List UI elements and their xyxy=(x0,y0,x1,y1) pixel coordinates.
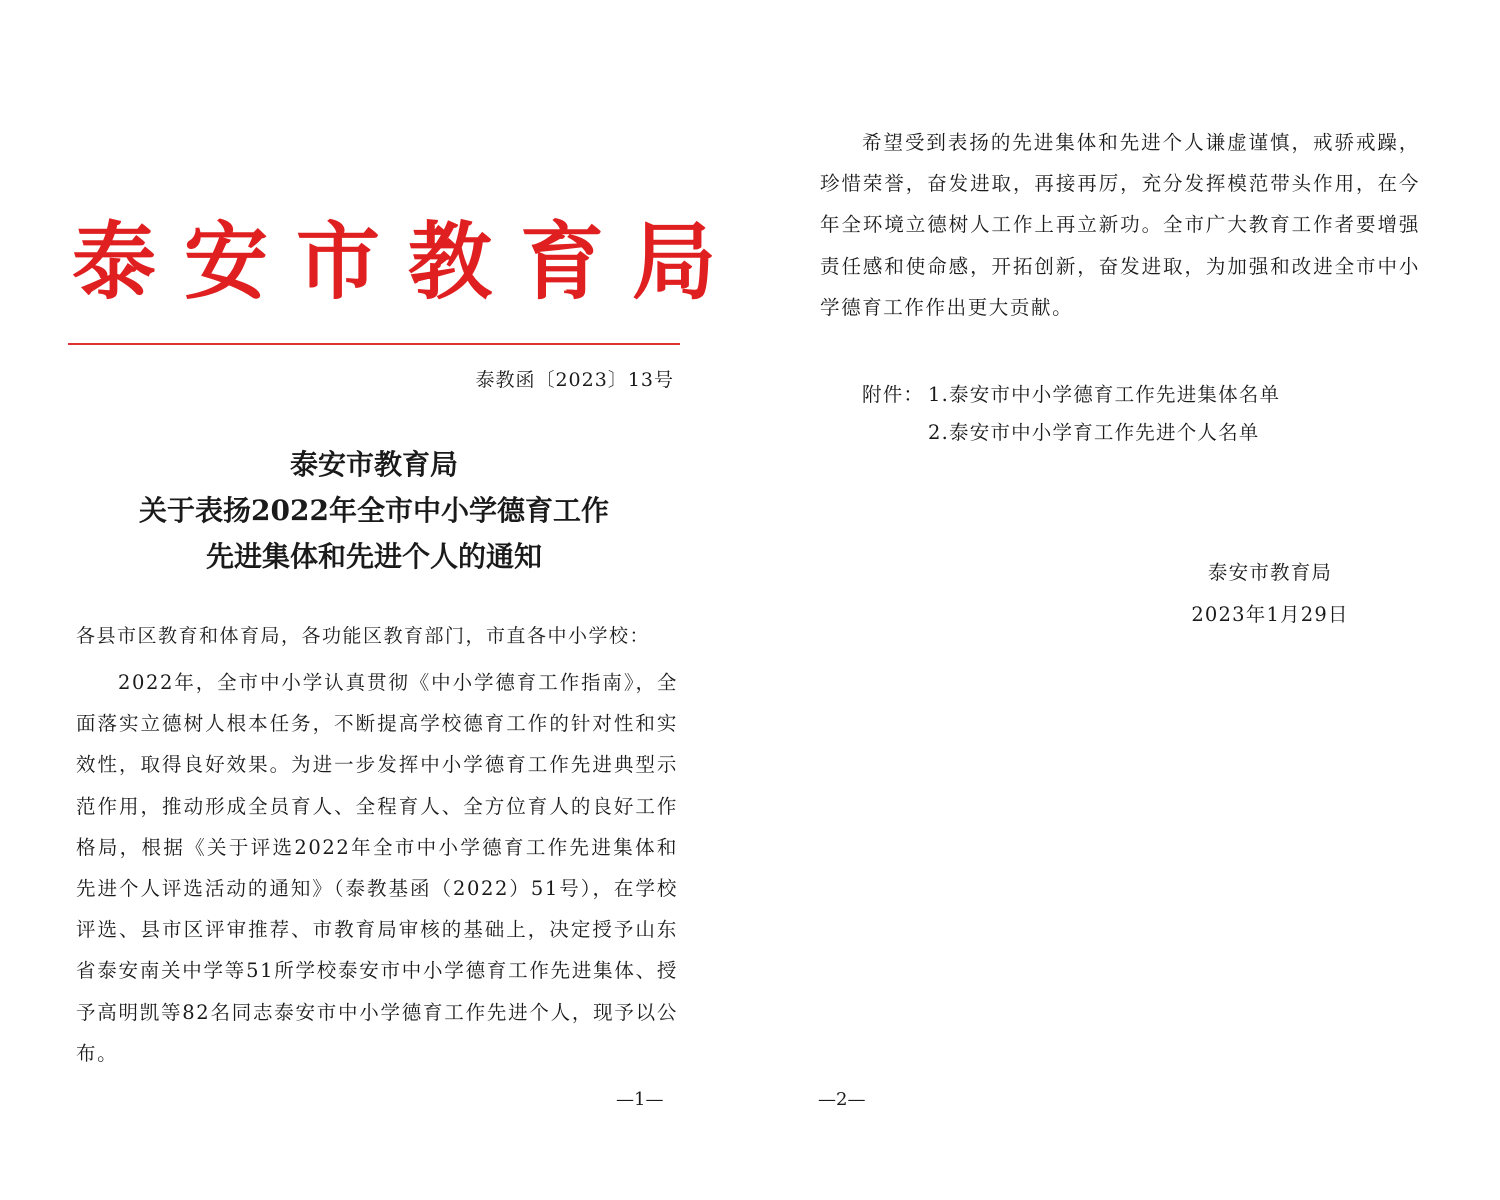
issuer-name: 泰安市教育局 xyxy=(1207,561,1333,584)
title-line-1: 泰安市教育局 xyxy=(289,448,458,481)
issue-date: 2023年1月29日 xyxy=(1191,603,1349,626)
salutation: 各县市区教育和体育局，各功能区教育部门，市直各中小学校： xyxy=(76,625,651,647)
attachment-item-1 xyxy=(862,376,1422,414)
page-number-2: —2— xyxy=(818,1089,866,1110)
attachment-item-1-text: 1.泰安市中小学德育工作先进集体名单 xyxy=(928,383,1281,406)
body-paragraph: 2022年，全市中小学认真贯彻《中小学德育工作指南》，全面落实立德树人根本任务，不断提高学校德育工作的针对性和实效性，取得良好效果。为进一步发挥中小学德育工作先进典型示范作用，推动形成全员育人、全程育人、全方位育人的良好工作格局，根据《关于评选2022年全市中小学德育工作先进集体和先进个人评选活动的通知》（泰教基函（2022）51号），在学校评选、县市区评审推荐、市教育局审核的基础上，决定授予山东省泰安南关中学等51所学校泰安市中小学德育工作先进集体、授予高明凯等82名同志泰安市中小学德育工作先进个人，现予以公布。 xyxy=(76,671,678,1065)
page-number-1: —1— xyxy=(616,1089,664,1110)
document-number: 泰教函〔2023〕13号 xyxy=(475,369,674,391)
page-2 xyxy=(750,0,1500,1200)
closing-paragraph: 希望受到表扬的先进集体和先进个人谦虚谨慎，戒骄戒躁，珍惜荣誉，奋发进取，再接再厉，充分发挥模范带头作用，在今年全环境立德树人工作上再立新功。全市广大教育工作者要增强责任感和使命感，开拓创新，奋发进取，为加强和改进全市中小学德育工作作出更大贡献。 xyxy=(820,131,1420,319)
attachments xyxy=(862,376,1422,452)
signature-block xyxy=(1170,552,1370,636)
attachment-item-2 xyxy=(862,414,1422,452)
masthead: 泰安市教育局 xyxy=(72,212,745,311)
document-title xyxy=(68,442,680,580)
masthead-red-rule xyxy=(68,343,680,345)
attachment-label: 附件： xyxy=(862,383,925,406)
title-line-2: 关于表扬2022年全市中小学德育工作 xyxy=(139,494,609,527)
attachment-item-2-text: 2.泰安市中小学育工作先进个人名单 xyxy=(928,421,1260,444)
title-line-3: 先进集体和先进个人的通知 xyxy=(205,540,542,573)
